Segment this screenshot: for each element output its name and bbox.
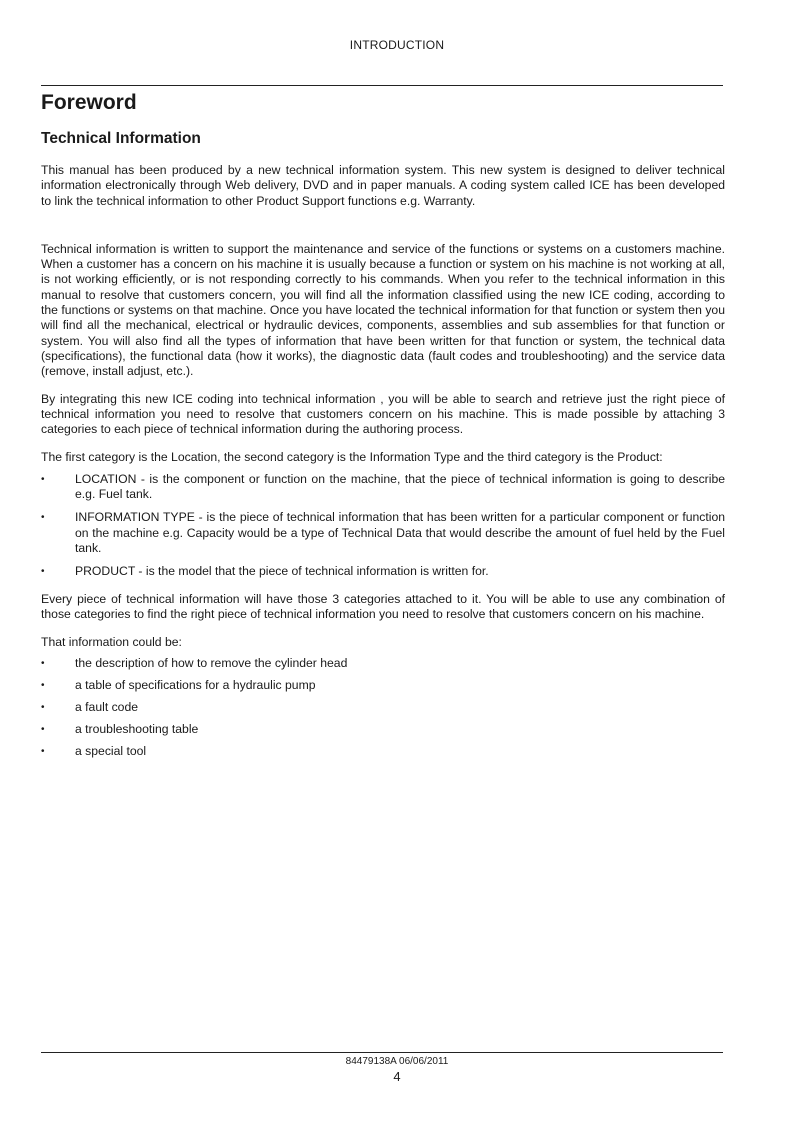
list-item: [41, 472, 725, 503]
paragraph-combination: Every piece of technical information will have those 3 categories attached to it. You will be able to use any combination of those categories to find the right piece of technical information you need to resolve that customers concern on his machine.: [41, 591, 725, 621]
list-item-text: PRODUCT - is the model that the piece of technical information is written for.: [75, 564, 489, 579]
footer-rule: [41, 1052, 723, 1053]
bullet-icon: •: [41, 680, 45, 692]
list-item-text: a table of specifications for a hydraulic pump: [75, 678, 316, 693]
list-item: [41, 722, 725, 737]
list-item-text: a troubleshooting table: [75, 721, 199, 736]
bullet-icon: •: [41, 566, 45, 578]
section-heading: Technical Information: [41, 130, 201, 147]
list-item: [41, 700, 725, 715]
list-item: [41, 510, 725, 556]
bullet-icon: •: [41, 723, 45, 735]
list-item: [41, 564, 725, 579]
bullet-icon: •: [41, 473, 45, 485]
information-list: [41, 656, 725, 758]
category-list: [41, 472, 725, 580]
bullet-icon: •: [41, 658, 45, 670]
paragraph-support: Technical information is written to support the maintenance and service of the functions or systems on a customers machine. When a customer has a concern on his machine it is usually because a function or system on his machine is not working at all, is not working efficiently, or is not responding correctly to his commands. When you refer to the technical information in this manual to resolve that customers concern, you will find all the information classified using the new ICE coding, according to the functions or systems on that machine. Once you have located the technical information for that function or system then you will find all the mechanical, electrical or hydraulic devices, components, assemblies and sub assemblies for that function or system. You will also find all the types of information that have been written for that function or system, the technical data (specifications), the functional data (how it works), the diagnostic data (fault codes and troubleshooting) and the service data (remove, install adjust, etc.).: [41, 241, 725, 379]
page-title: Foreword: [41, 91, 137, 114]
running-header: INTRODUCTION: [349, 38, 445, 52]
list-item: [41, 744, 725, 759]
page-number: 4: [393, 1069, 401, 1084]
list-item-text: LOCATION - is the component or function on the machine, that the piece of technical information is going to describe e.g. Fuel tank.: [75, 471, 725, 502]
list-item-text: a special tool: [75, 743, 147, 758]
page-content: [41, 88, 725, 765]
paragraph-intro: This manual has been produced by a new technical information system. This new system is designed to deliver technical information electronically through Web delivery, DVD and in paper manuals. A coding system called ICE has been developed to link the technical information to other Product Support functions e.g. Warranty.: [41, 163, 725, 208]
paragraph-ice-coding: By integrating this new ICE coding into technical information , you will be able to search and retrieve just the right piece of technical information you need to resolve that customers concern on his machine. This is made possible by attaching 3 categories to each piece of technical information during the authoring process.: [41, 391, 725, 437]
bullet-icon: •: [41, 512, 45, 524]
document-id: 84479138A 06/06/2011: [345, 1056, 449, 1067]
bullet-icon: •: [41, 702, 45, 714]
paragraph-info-intro: That information could be:: [41, 635, 182, 650]
list-item-text: the description of how to remove the cylinder head: [75, 656, 348, 671]
list-item-text: INFORMATION TYPE - is the piece of technical information that has been written for a particular component or function on the machine e.g. Capacity would be a type of Technical Data that would describe the amount of fuel held by the Fuel tank.: [75, 510, 725, 555]
paragraph-categories-intro: The first category is the Location, the second category is the Information Type and the third category is the Product:: [41, 450, 663, 465]
list-item-text: a fault code: [75, 700, 139, 715]
bullet-icon: •: [41, 745, 45, 757]
list-item: [41, 656, 725, 671]
list-item: [41, 678, 725, 693]
header-rule: [41, 85, 723, 86]
